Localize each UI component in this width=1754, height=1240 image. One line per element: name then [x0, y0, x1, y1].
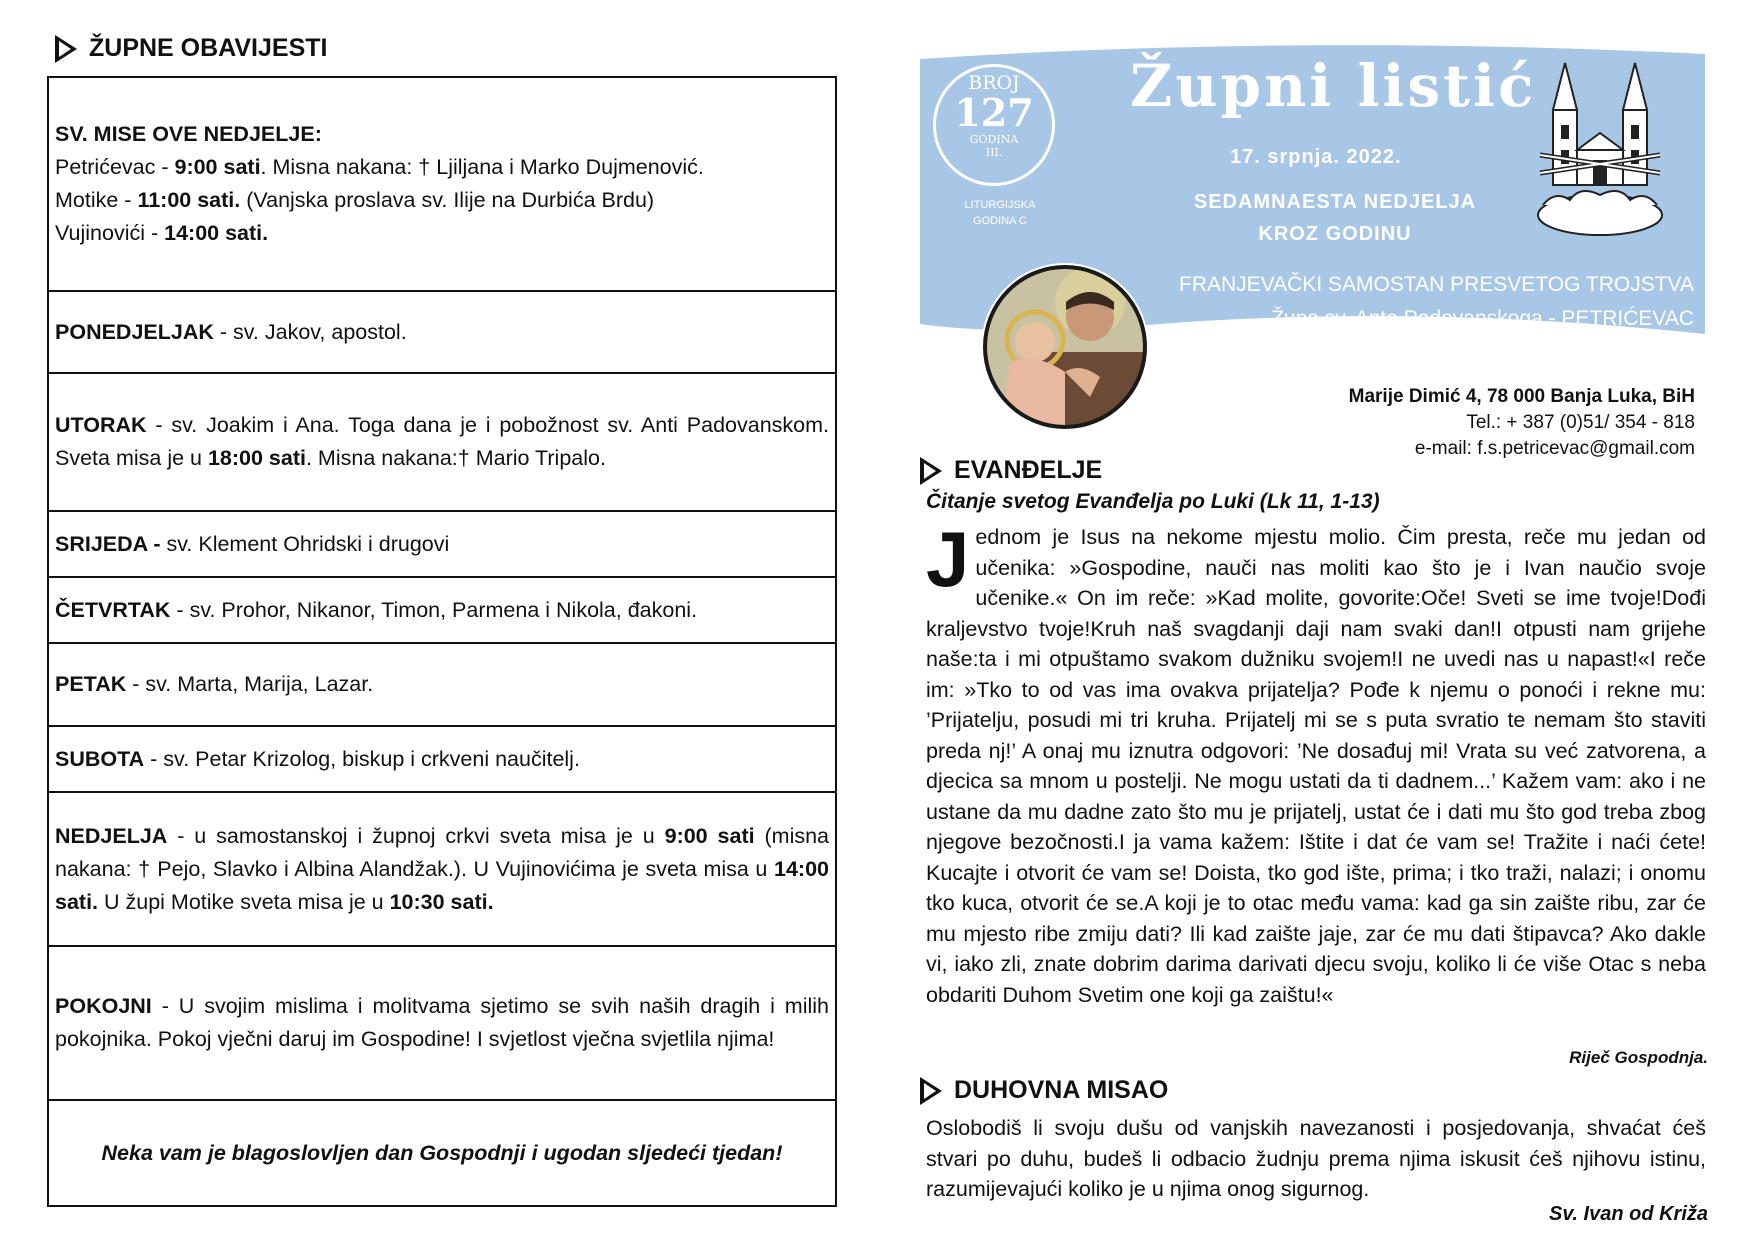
section-heading-gospel: EVANĐELJE — [920, 456, 1102, 485]
closing-cell — [49, 1101, 835, 1205]
issue-number: 127 — [954, 90, 1034, 135]
section-arrow-icon — [55, 35, 77, 63]
drop-cap: J — [926, 515, 970, 603]
issue-badge: BROJ 127 GODINA III. — [933, 64, 1055, 186]
mass-line-motike: Motike - 11:00 sati. (Vanjska proslava sv. Ilije na Durbića Brdu) — [55, 188, 655, 212]
wednesday-cell: SRIJEDA - sv. Klement Ohridski i drugovi — [49, 512, 835, 578]
gospel-text: Jednom je Isus na nekome mjestu molio. Čim presta, reče mu jedan od učenika: »Gospodine, nauči nas moliti kao što je i Ivan naučio svoje učenike.« On im reče: »Kad molite, govorite:Oče! Sveti se ime tvoje!Dođi kraljevstvo tvoje!Kruh naš svagdanji daji nam svaki dan!I otpusti nam grijehe naše:ta i mi otpuštamo svakom dužniku svojem!I ne uvedi nas u napast!«I reče im: »Tko to od vas ima ovakva prijatelja? Pođe k njemu o ponoći i rekne mu: ’Prijatelju, posudi mi tri kruha. Prijatelj mi se s puta svratio te nemam što staviti preda nj!’ A onaj mu iznutra odgovori: ’Ne dosađuj mi! Vrata su već zatvorena, a djecica sa mnom u postelji. Ne mogu ustati da ti dadnem...’ Kažem vam: ako i ne ustane da mu dadne zato što mu je prijatelj, ustat će i dati mu što god treba zbog njegove bezočnosti.I ja vama kažem: Ištite i dat će vam se! Tražite i naći ćete! Kucajte i otvorit će vam se! Doista, tko god ište, prima; i tko traži, nalazi; i onomu tko kuca, otvorit će se.A koji je to otac među vama: kad ga sin zaište ribu, zar će mu mjesto ribe zmiju dati? Ili kad zaište jaje, zar će mu dati štipavca? Ako dakle vi, iako zli, znate dobrim darima darivati djecu svoju, koliko li će više Otac s neba obdariti Duhom Svetim one koji ga zaištu!« — [926, 515, 1706, 1007]
gospel-closing: Riječ Gospodnja. — [1569, 1048, 1708, 1067]
masses-title: SV. MISE OVE NEDJELJE: — [55, 122, 322, 146]
friday-cell: PETAK - sv. Marta, Marija, Lazar. — [49, 644, 835, 727]
section-arrow-icon — [920, 457, 942, 485]
telephone: Tel.: + 387 (0)51/ 354 - 818 — [1466, 412, 1695, 433]
saturday-cell: SUBOTA - sv. Petar Krizolog, biskup i crkveni naučitelj. — [49, 727, 835, 793]
organization-block: FRANJEVAČKI SAMOSTAN PRESVETOG TROJSTVA Župa sv. Ante Padovanskoga - PETRIĆEVAC Župa sv. Petra i Pavla - MOTIKE — [1179, 273, 1694, 364]
notices-table — [47, 76, 837, 1207]
email: e-mail: f.s.petricevac@gmail.com — [1414, 438, 1695, 459]
thursday-cell: ČETVRTAK - sv. Prohor, Nikanor, Timon, Parmena i Nikola, đakoni. — [49, 578, 835, 644]
thought-author: Sv. Ivan od Križa — [1549, 1203, 1708, 1225]
saint-anthony-medallion — [980, 262, 1150, 432]
section-arrow-icon — [920, 1077, 942, 1105]
liturgical-year: LITURGIJSKA GODINA C — [964, 199, 1036, 227]
section-heading-notices: ŽUPNE OBAVIJESTI — [55, 34, 327, 63]
masses-cell — [49, 78, 835, 292]
church-towers-icon — [1535, 55, 1665, 240]
sunday-cell: NEDJELJA - u samostanskoj i župnoj crkvi sveta misa je u 9:00 sati (misna nakana: † Pejo, Slavko i Albina Alandžak.). U Vujinovićima je sveta misa u 14:00 sati. U župi Motike sveta misa je u 10:30 sati. — [49, 793, 835, 947]
contact-block — [1349, 384, 1695, 462]
sunday-name: SEDAMNAESTA NEDJELJA KROZ GODINU — [1193, 191, 1477, 245]
tuesday-cell: UTORAK - sv. Joakim i Ana. Toga dana je i pobožnost sv. Anti Padovanskom. Sveta misa je u 18:00 sati. Misna nakana:† Mario Tripalo. — [49, 374, 835, 512]
thought-text: Oslobodiš li svoju dušu od vanjskih navezanosti i posjedovanja, shvaćat ćeš stvari po duhu, budeš li odbacio žudnju prema njima iskusit ćeš njihovu istinu, razumijevajući koliko je u njima onog sigurnog. — [926, 1116, 1706, 1201]
gospel-reference: Čitanje svetog Evanđelja po Luki (Lk 11, 1-13) — [926, 490, 1380, 513]
closing-blessing: Neka vam je blagoslovljen dan Gospodnji i ugodan sljedeći tjedan! — [101, 1140, 783, 1165]
bulletin-title: Župni listić — [1130, 52, 1537, 120]
bulletin-date: 17. srpnja. 2022. — [1230, 146, 1402, 168]
address: Marije Dimić 4, 78 000 Banja Luka, BiH — [1348, 386, 1695, 407]
section-heading-thought: DUHOVNA MISAO — [920, 1076, 1168, 1105]
deceased-cell: POKOJNI - U svojim mislima i molitvama sjetimo se svih naših dragih i milih pokojnika. Pokoj vječni daruj im Gospodine! I svjetlost vječna svjetlila njima! — [49, 947, 835, 1101]
mass-line-vujinovici: Vujinovići - 14:00 sati. — [55, 221, 269, 245]
monday-cell: PONEDJELJAK - sv. Jakov, apostol. — [49, 292, 835, 374]
mass-line-petricevac: Petrićevac - 9:00 sati. Misna nakana: † Ljiljana i Marko Dujmenović. — [55, 155, 704, 179]
